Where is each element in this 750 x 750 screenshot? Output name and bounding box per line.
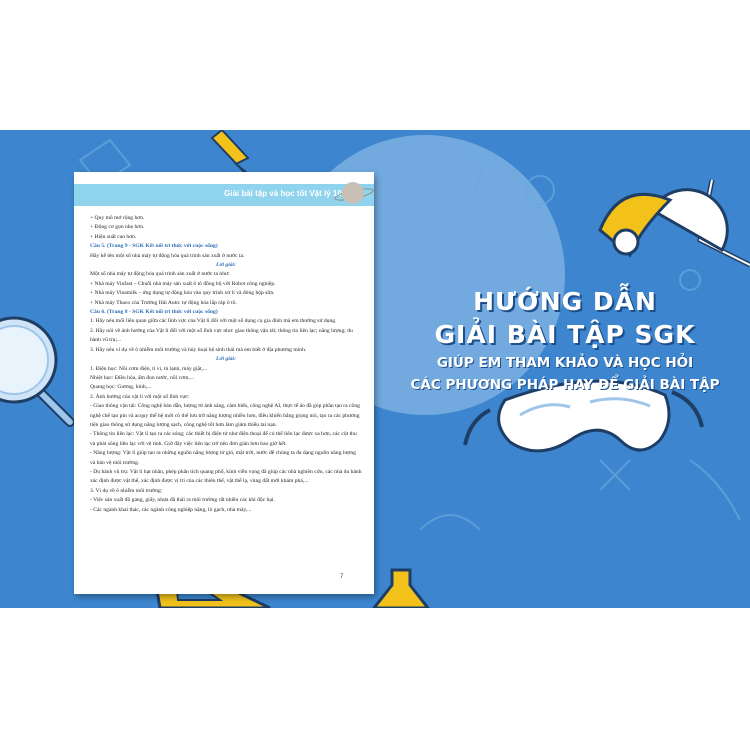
page-text-line: Một số nhà máy tự động hóa quá trình sản xuất ở nước ta như:	[90, 271, 230, 278]
page-text-line: Quang học: Gương, kính,...	[90, 384, 152, 391]
magnifier-icon	[0, 318, 70, 422]
page-text-line: + Hiệu suất cao hơn.	[90, 233, 137, 240]
headline-line-2: GIẢI BÀI TẬP SGK	[434, 320, 696, 349]
page-text-line: - Giao thông vận tải: Công nghệ bán dẫn, lượng tử ánh sáng, cảm biến, công nghệ AI, thực tế ảo đã góp phần tạo ra công nghệ chế tạo pin và acquy thế hệ mới có thể lưu trữ năng lượng nhiều hơn, điều khiển bằng giọng nói, tạo ra các phương tiện giao thông sử dụng năng lượng sạch, công nghệ tốt hơn làm giảm thiểu tai nạn.	[90, 403, 360, 428]
page-text-line: Câu 6. (Trang 8 - SGK Kết nối tri thức với cuộc sống)	[90, 309, 218, 316]
page-text-line: - Các ngành khai thác, các ngành công nghiệp nặng, lò gạch, nhà máy,...	[90, 506, 252, 513]
page-number: 7	[340, 574, 344, 580]
lamp-icon	[600, 180, 750, 265]
page-text-line: + Quy mô mở rộng hơn.	[90, 215, 145, 221]
page-text-line: - Thông tin liên lạc: Vật lí tạo ra các sóng; các thiết bị điện tử như điện thoại để có thể liên lạc được xa hơn, các cột thu và phát sóng liên lạc với vệ tinh. Giờ đây việc liên lạc trở nên đơn giản hơn bao giờ hết.	[90, 431, 357, 447]
page-body-text	[90, 214, 362, 515]
page-text-line: 3. Hãy nêu ví dụ về ô nhiễm môi trường và hủy hoại hệ sinh thái mà em biết ở địa phương mình.	[90, 346, 307, 353]
planet-icon	[342, 182, 364, 204]
page-text-line: Nhiệt học: Điều hòa, ấm đun nước, nồi cơm,...	[90, 374, 195, 381]
page-text-line: 2. Hãy nói về ảnh hưởng của Vật lí đối với một số lĩnh vực như: giao thông vận tải; thông tin liên lạc; năng lượng; du hành vũ trụ;...	[90, 327, 353, 344]
page-text-line: Lời giải:	[216, 356, 236, 363]
page-text-line: 1. Hãy nêu mối liên quan giữa các lĩnh vực của Vật lí đối với một số dụng cụ gia đình mà em thường sử dụng.	[90, 318, 337, 325]
page-text-line: + Nhà máy Thaco của Trường Hải Auto: tự động hóa lắp ráp ô tô.	[90, 299, 237, 306]
flask-icon	[374, 570, 428, 608]
page-text-line: Hãy kể tên một số nhà máy tự động hóa quá trình sản xuất ở nước ta.	[90, 252, 245, 259]
headline-subtitle-2: CÁC PHƯƠNG PHÁP HAY ĐỂ GIẢI BÀI TẬP	[410, 377, 720, 393]
headline-block	[395, 285, 735, 395]
page-text-line: - Năng lượng: Vật lí giúp tạo ra những nguồn năng lượng từ gió, mặt trời, nước để chúng ta đa dạng nguồn năng lượng và bảo vệ môi trường.	[90, 450, 356, 466]
page-text-line: - Du hành vũ trụ: Vật lí hạt nhân, phép phân tích quang phổ, kính viễn vọng đã giúp các nhà nghiên cứu, các nhà du hành xác định được vật thể, xác định được vị trí của các thiên thể, vật thể lạ, vùng đất mới khám phá,...	[90, 468, 362, 485]
headline-line-1: HƯỚNG DẪN	[473, 287, 657, 316]
page-text-line: Lời giải:	[216, 262, 236, 269]
headline-subtitle-1: GIÚP EM THAM KHẢO VÀ HỌC HỎI	[436, 355, 694, 371]
page-text-line: 3. Ví dụ về ô nhiễm môi trường:	[90, 487, 163, 494]
book-page	[74, 172, 374, 594]
page-text-line: Câu 5. (Trang 9 - SGK Kết nối tri thức với cuộc sống)	[90, 243, 218, 250]
page-text-line: 1. Điện học: Nồi cơm điện, ti vi, tủ lạnh, máy giặt,...	[90, 365, 208, 372]
page-text-line: 2. Ảnh hưởng của vật lí với một số lĩnh vực:	[90, 393, 190, 400]
page-text-line: + Nhà máy Vinfast – Chuỗi nhà máy sản xuất ô tô đồng bộ với Robot công nghiệp.	[90, 280, 276, 287]
page-text-line: + Động cơ gọn nhẹ hơn.	[90, 224, 145, 231]
page-header-band	[74, 184, 374, 206]
page-text-line: - Việc sản xuất đồ gang, giấy, nhựa đã thải ra môi trường rất nhiều các khí độc hại.	[90, 497, 275, 504]
page-text-line: + Nhà máy Vinamilk – ứng dụng tự động hóa vào quy trình xử lí và đóng hộp sữa.	[90, 290, 275, 297]
page-header-title: Giải bài tập và học tốt Vật lý 10	[224, 189, 342, 198]
